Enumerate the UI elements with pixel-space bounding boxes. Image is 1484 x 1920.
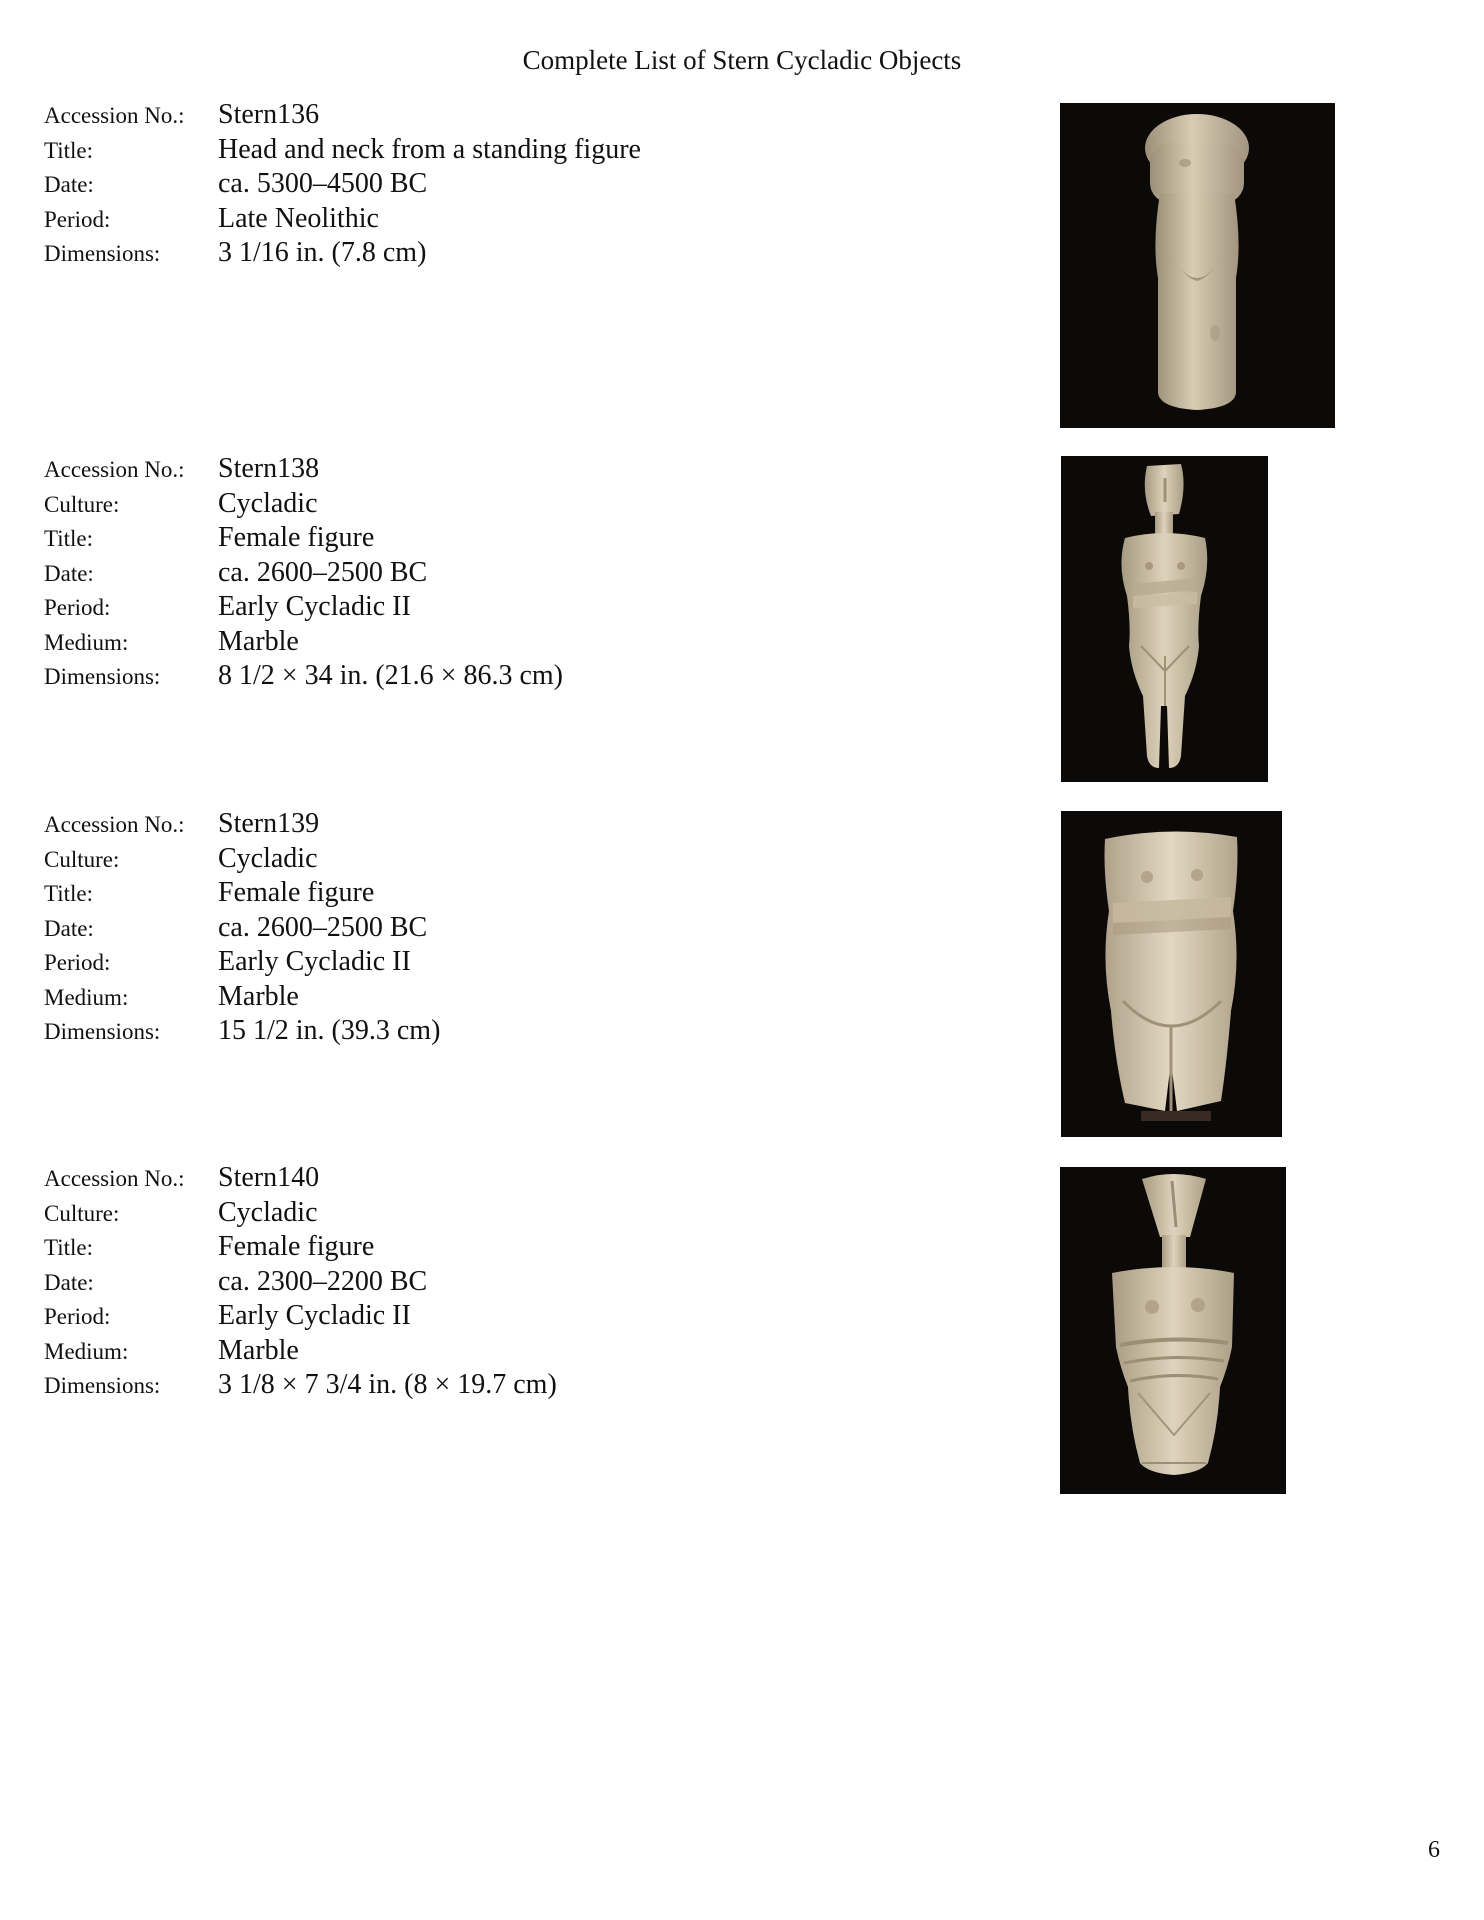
field-row (44, 945, 1044, 980)
field-value: Early Cycladic II (218, 1300, 411, 1331)
field-row (44, 1368, 1044, 1403)
catalog-entry (44, 452, 1044, 694)
field-value: Stern139 (218, 808, 320, 839)
field-value: ca. 2300–2200 BC (218, 1265, 428, 1297)
object-photo-female-figure-140 (1060, 1167, 1286, 1494)
field-value: 8 1/2 × 34 in. (21.6 × 86.3 cm) (218, 660, 563, 691)
field-row (44, 1334, 1044, 1369)
field-value: Marble (218, 625, 299, 657)
field-row (44, 1230, 1044, 1265)
field-label: Period: (44, 595, 111, 620)
field-label: Dimensions: (44, 241, 161, 266)
field-value: ca. 2600–2500 BC (218, 911, 428, 943)
field-label: Medium: (44, 984, 129, 1010)
field-value: Stern136 (218, 99, 320, 130)
field-label: Accession No.: (44, 457, 185, 482)
field-value: Marble (218, 1334, 299, 1366)
field-value: Cycladic (218, 1196, 318, 1228)
field-row (44, 1014, 1044, 1049)
field-row (44, 521, 1044, 556)
field-value: Cycladic (218, 842, 318, 874)
female-figure-torso-image (1061, 811, 1282, 1137)
catalog-entry (44, 98, 1044, 271)
field-label: Title: (44, 137, 94, 163)
object-photo-female-figure-139 (1061, 811, 1282, 1137)
field-row (44, 980, 1044, 1015)
object-photo-female-figure-138 (1061, 456, 1268, 782)
field-label: Date: (44, 1269, 94, 1295)
field-row (44, 876, 1044, 911)
field-row (44, 807, 1044, 842)
field-label: Culture: (44, 846, 120, 872)
field-label: Title: (44, 881, 94, 906)
object-photo-head-neck (1060, 103, 1335, 428)
field-row (44, 202, 1044, 237)
field-label: Date: (44, 915, 94, 941)
field-label: Accession No.: (44, 103, 185, 128)
field-label: Title: (44, 1235, 94, 1260)
field-label: Medium: (44, 1338, 129, 1364)
field-value: Stern138 (218, 453, 320, 484)
page-title: Complete List of Stern Cycladic Objects (522, 45, 962, 75)
field-value: Head and neck from a standing figure (218, 133, 641, 165)
field-row (44, 236, 1044, 271)
field-row (44, 452, 1044, 487)
catalog-entry (44, 807, 1044, 1049)
field-row (44, 1299, 1044, 1334)
field-value: Early Cycladic II (218, 591, 411, 622)
field-row (44, 1196, 1044, 1231)
field-label: Period: (44, 950, 111, 975)
field-row (44, 487, 1044, 522)
field-row (44, 625, 1044, 660)
field-row (44, 659, 1044, 694)
field-row (44, 590, 1044, 625)
field-label: Period: (44, 206, 111, 232)
field-value: ca. 5300–4500 BC (218, 168, 428, 199)
field-label: Culture: (44, 491, 120, 517)
field-value: Female figure (218, 877, 375, 908)
field-label: Title: (44, 526, 94, 551)
field-value: Female figure (218, 522, 375, 553)
field-value: 3 1/8 × 7 3/4 in. (8 × 19.7 cm) (218, 1369, 557, 1400)
field-value: Stern140 (218, 1162, 320, 1193)
field-label: Period: (44, 1304, 111, 1329)
head-neck-figure-image (1060, 103, 1335, 428)
field-row (44, 842, 1044, 877)
field-row (44, 98, 1044, 133)
field-value: ca. 2600–2500 BC (218, 556, 428, 588)
field-label: Accession No.: (44, 812, 185, 837)
field-row (44, 556, 1044, 591)
field-row (44, 167, 1044, 202)
field-label: Medium: (44, 629, 129, 655)
field-label: Date: (44, 560, 94, 586)
field-value: Female figure (218, 1231, 375, 1262)
field-label: Dimensions: (44, 664, 161, 689)
field-value: Marble (218, 980, 299, 1012)
field-label: Dimensions: (44, 1019, 161, 1044)
field-label: Dimensions: (44, 1373, 161, 1398)
page-number: 6 (1428, 1837, 1440, 1863)
field-row (44, 133, 1044, 168)
catalog-entry (44, 1161, 1044, 1403)
field-value: Late Neolithic (218, 202, 379, 234)
field-value: 15 1/2 in. (39.3 cm) (218, 1015, 441, 1046)
field-row (44, 1161, 1044, 1196)
female-figure-lyre-head-image (1060, 1167, 1286, 1494)
field-value: Early Cycladic II (218, 946, 411, 977)
field-value: Cycladic (218, 487, 318, 519)
field-label: Accession No.: (44, 1166, 185, 1191)
field-row (44, 1265, 1044, 1300)
field-label: Date: (44, 172, 94, 197)
female-figure-image (1061, 456, 1268, 782)
field-label: Culture: (44, 1200, 120, 1226)
field-row (44, 911, 1044, 946)
field-value: 3 1/16 in. (7.8 cm) (218, 237, 427, 268)
